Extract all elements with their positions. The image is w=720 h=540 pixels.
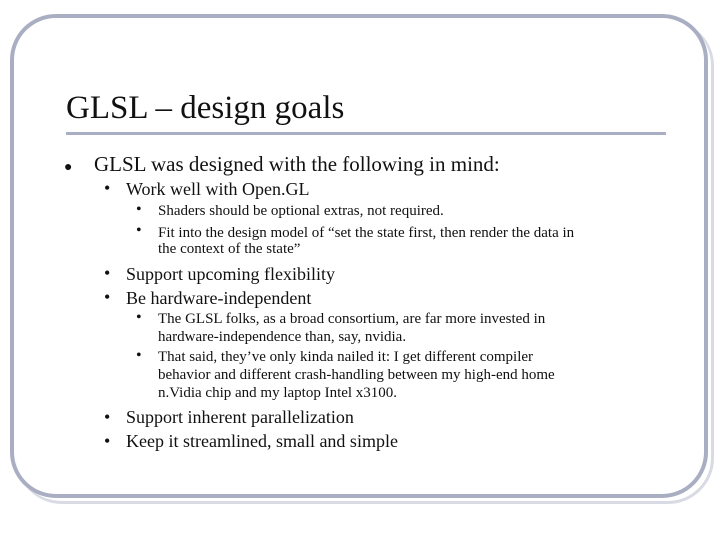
bullet-marker: • (136, 222, 142, 239)
bullet-hw-sub1-line1: The GLSL folks, as a broad consortium, are far more invested in (158, 311, 546, 327)
bullet-main: GLSL was designed with the following in mind: (94, 152, 500, 176)
bullet-marker: • (104, 287, 111, 307)
bullet-marker: • (104, 407, 111, 427)
bullet-marker: • (104, 431, 111, 451)
bullet-opengl-sub2-line2: the context of the state” (158, 241, 301, 257)
bullet-parallelization: Support inherent parallelization (126, 407, 354, 427)
bullet-marker: ● (64, 160, 73, 175)
bullet-marker: • (136, 309, 142, 326)
title-divider (66, 132, 666, 135)
bullet-streamlined: Keep it streamlined, small and simple (126, 431, 398, 451)
slide-frame (10, 14, 708, 498)
bullet-hw-sub2-line2: behavior and different crash-handling between my high-end home (158, 367, 555, 383)
bullet-hardware-independent: Be hardware-independent (126, 288, 312, 308)
bullet-hw-sub2-line3: n.Vidia chip and my laptop Intel x3100. (158, 385, 398, 401)
bullet-marker: • (136, 347, 142, 364)
bullet-marker: • (104, 178, 111, 198)
bullet-hw-sub2-line1: That said, they’ve only kinda nailed it: I get different compiler (158, 349, 534, 365)
bullet-hw-sub1-line2: hardware-independence than, say, nvidia. (158, 329, 407, 345)
bullet-marker: • (104, 263, 111, 283)
bullet-opengl: Work well with Open.GL (126, 179, 310, 199)
slide-title: GLSL – design goals (66, 90, 345, 126)
bullet-opengl-sub1: Shaders should be optional extras, not required. (158, 203, 444, 219)
bullet-flexibility: Support upcoming flexibility (126, 264, 335, 284)
bullet-marker: • (136, 201, 142, 218)
bullet-opengl-sub2-line1: Fit into the design model of “set the state first, then render the data in (158, 225, 575, 241)
